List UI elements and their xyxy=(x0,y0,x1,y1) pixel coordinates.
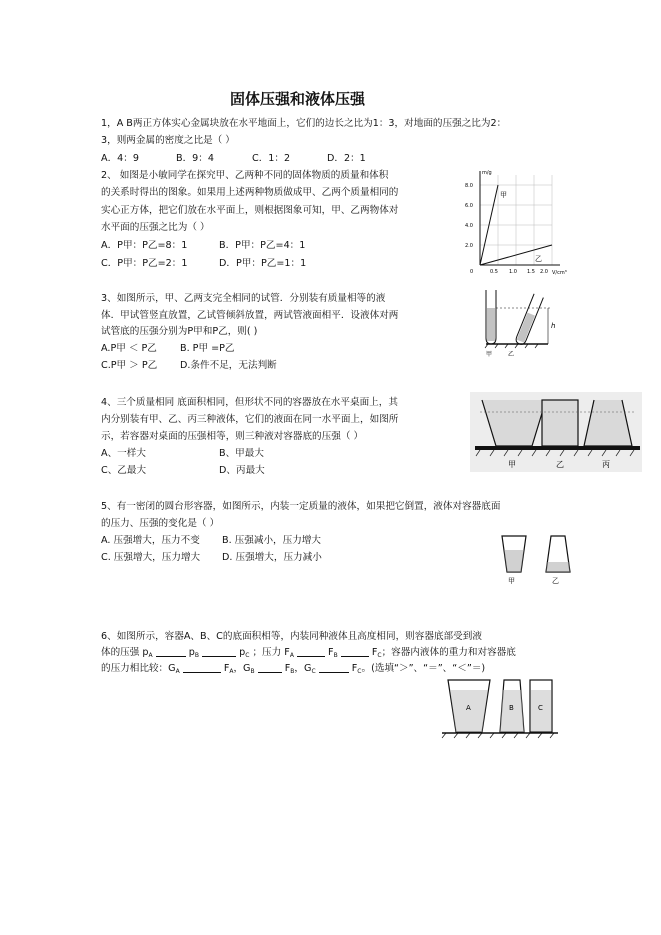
q2-option-a: A．P甲：P乙=8：1 xyxy=(101,240,188,251)
q1-option-a: A．4：9 xyxy=(101,153,139,164)
container-label-a: A xyxy=(466,704,471,712)
q1-line2: 3，则两金属的密度之比是（ ） xyxy=(101,135,235,146)
q2-line1: 2、 如图是小敏同学在探究甲、乙两种不同的固体物质的质量和体积 xyxy=(101,170,389,181)
q3-option-d: D.条件不足，无法判断 xyxy=(180,360,277,371)
sub-a: A xyxy=(289,652,294,659)
q3-option-b: B. P甲 =P乙 xyxy=(180,343,235,354)
q4-line1: 4、三个质量相同 底面积相同，但形状不同的容器放在水平桌面上，其 xyxy=(101,397,398,408)
q4-line2: 内分别装有甲、乙、丙三种液体，它们的液面在同一水平面上，如图所 xyxy=(101,414,399,425)
sub-a: A xyxy=(229,668,234,675)
three-containers-figure xyxy=(470,392,642,472)
q1-line1: 1，A B两正方体实心金属块放在水平地面上，它们的边长之比为1：3，对地面的压强之比为2： xyxy=(101,118,507,129)
q6-gb: ，G xyxy=(233,663,251,674)
q6-p-b: p xyxy=(188,647,195,658)
q6-fa: F xyxy=(223,663,230,674)
q6-fb: F xyxy=(284,663,291,674)
q3-line1: 3、如图所示，甲、乙两支完全相同的试管．分别装有质量相等的液 xyxy=(101,293,386,304)
abc-containers-figure xyxy=(440,676,560,742)
sub-c: C xyxy=(245,652,250,659)
q2-line2: 的关系时得出的图象。如果用上述两种物质做成甲、乙两个质量相同的 xyxy=(101,187,399,198)
ytick-4: 4.0 xyxy=(465,223,473,229)
q6-f-b: F xyxy=(328,647,334,658)
q5-option-d: D. 压强增大，压力减小 xyxy=(222,552,322,563)
q6-line1: 6、如图所示，容器A、B、C的底面积相等，内装同种液体且高度相同，则容器底部受到液 xyxy=(101,631,482,642)
q3-option-c: C.P甲 ＞ P乙 xyxy=(101,360,158,371)
q4-option-b: B、甲最大 xyxy=(219,448,264,459)
q3-option-a: A.P甲 ＜ P乙 xyxy=(101,343,157,354)
tube-label-yi: 乙 xyxy=(508,351,515,358)
sub-b: B xyxy=(333,652,338,659)
test-tubes-figure xyxy=(478,286,568,358)
container-label-bing: 丙 xyxy=(602,460,610,469)
blank-fb-fc[interactable] xyxy=(341,646,369,657)
sub-a: A xyxy=(175,668,180,675)
blank-fa-fb[interactable] xyxy=(297,646,325,657)
q2-option-d: D．P甲：P乙=1：1 xyxy=(219,258,307,269)
graph-label-jia: 甲 xyxy=(500,191,507,199)
q2-line4: 水平面的压强之比为（ ） xyxy=(101,222,210,233)
sub-a: A xyxy=(148,652,153,659)
q5-line2: 的压力、压强的变化是（ ） xyxy=(101,518,220,529)
height-label: h xyxy=(551,322,556,330)
q4-option-c: C、乙最大 xyxy=(101,465,147,476)
tube-label-jia: 甲 xyxy=(486,351,493,358)
frustum-label-jia: 甲 xyxy=(508,577,515,585)
blank-gc-fc[interactable] xyxy=(319,662,349,673)
q4-option-d: D、丙最大 xyxy=(219,465,265,476)
q2-option-b: B．P甲：P乙=4：1 xyxy=(219,240,306,251)
sub-b: B xyxy=(250,668,255,675)
blank-pa-pb[interactable] xyxy=(156,646,186,657)
container-label-b: B xyxy=(509,704,514,712)
q6-line3-tail: 。(选填“＞”、“＝”、“＜”＝) xyxy=(361,663,486,674)
q4-line3: 示，若容器对桌面的压强相等，则三种液对容器底的压强（ ） xyxy=(101,431,364,442)
container-label-c: C xyxy=(538,704,543,712)
q6-gc: ，G xyxy=(294,663,312,674)
sub-c: C xyxy=(377,652,382,659)
xtick-1.0: 1.0 xyxy=(509,269,517,275)
q6-pressure-label: 体的压强 p xyxy=(101,647,149,658)
q4-option-a: A、一样大 xyxy=(101,448,146,459)
ytick-6: 6.0 xyxy=(465,203,473,209)
q6-force-label: ；压力 F xyxy=(252,647,290,658)
container-yi xyxy=(542,400,578,446)
sub-c: C xyxy=(357,668,362,675)
q6-line3 xyxy=(101,661,485,680)
q5-option-a: A. 压强增大，压力不变 xyxy=(101,535,200,546)
sub-b: B xyxy=(290,668,295,675)
ytick-8: 8.0 xyxy=(465,183,473,189)
xtick-2.0: 2.0 xyxy=(540,269,548,275)
q2-option-c: C．P甲：P乙=2：1 xyxy=(101,258,188,269)
q5-option-b: B. 压强减小，压力增大 xyxy=(222,535,322,546)
graph-label-yi: 乙 xyxy=(535,255,542,263)
xtick-0: 0 xyxy=(470,269,474,275)
frustum-label-yi: 乙 xyxy=(552,577,559,585)
blank-ga-fa[interactable] xyxy=(183,662,221,673)
frustum-containers-figure xyxy=(496,530,586,586)
sub-b: B xyxy=(194,652,199,659)
q1-option-d: D．2：1 xyxy=(327,153,366,164)
q2-line3: 实心正方体，把它们放在水平面上，则根据图象可知，甲、乙两物体对 xyxy=(101,205,399,216)
q6-line2-tail: ；容器内液体的重力和对容器底 xyxy=(381,647,516,658)
sub-c: C xyxy=(311,668,316,675)
xtick-0.5: 0.5 xyxy=(490,269,498,275)
q5-line1: 5、有一密闭的圆台形容器，如图所示，内装一定质量的液体，如果把它倒置，液体对容器底面 xyxy=(101,501,501,512)
blank-pb-pc[interactable] xyxy=(202,646,236,657)
q6-f-c: F xyxy=(371,647,378,658)
blank-gb-fb[interactable] xyxy=(258,662,282,673)
q1-option-b: B．9：4 xyxy=(176,153,214,164)
container-label-yi: 乙 xyxy=(556,460,564,469)
q6-p-c: p xyxy=(239,647,246,658)
graph-xlabel: V/cm³ xyxy=(552,270,567,276)
xtick-1.5: 1.5 xyxy=(527,269,535,275)
q6-fc: F xyxy=(351,663,358,674)
page-title: 固体压强和液体压强 xyxy=(230,90,366,108)
container-label-jia: 甲 xyxy=(508,460,516,469)
q1-option-c: C．1：2 xyxy=(252,153,291,164)
mass-volume-graph xyxy=(460,165,570,280)
q5-option-c: C. 压强增大，压力增大 xyxy=(101,552,201,563)
q3-line2: 体．甲试管竖直放置，乙试管倾斜放置，两试管液面相平．设液体对两 xyxy=(101,310,399,321)
ytick-2: 2.0 xyxy=(465,243,473,249)
graph-ylabel: m/g xyxy=(482,170,492,176)
q3-line3: 试管底的压强分别为P甲和P乙，则( ) xyxy=(101,326,258,337)
q6-compare-label: 的压力相比较：G xyxy=(101,663,176,674)
